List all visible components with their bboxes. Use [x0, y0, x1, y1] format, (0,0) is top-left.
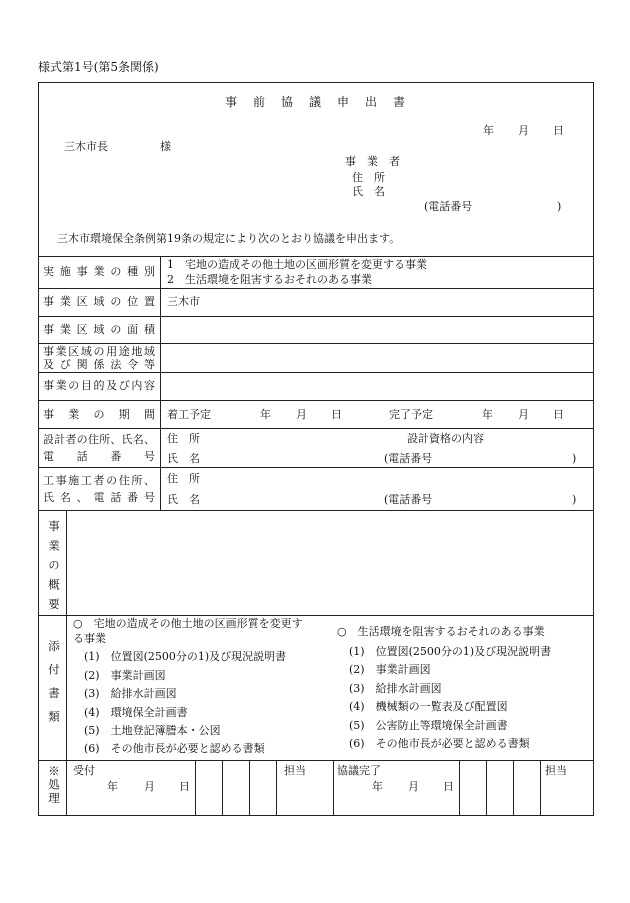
label-designer-2: 電話番号 [43, 450, 155, 463]
form-code: 様式第1号(第5条関係) [38, 60, 159, 74]
period-end-month: 月 [518, 408, 529, 421]
completed-day: 日 [443, 780, 454, 793]
label-processing: ※処理 [47, 765, 61, 806]
date-day: 日 [553, 124, 564, 137]
statement: 三木市環境保全条例第19条の規定により次のとおり協議を申出ます。 [57, 232, 401, 245]
attachments-right-item: (3) 給排水計画図 [349, 682, 442, 695]
period-end-year: 年 [482, 408, 493, 421]
attachments-right-item: (5) 公害防止等環境保全計画書 [349, 719, 508, 732]
attachments-right-heading: ○ 生活環境を阻害するおそれのある事業 [337, 625, 545, 638]
attachments-left-heading-2: る事業 [73, 632, 106, 645]
label-attachments: 添付書類 [47, 640, 61, 734]
date-month: 月 [518, 124, 529, 137]
received-label: 受付 [73, 764, 95, 777]
label-business-type: 実施事業の種別 [43, 265, 155, 278]
attachments-left-item: (5) 土地登記簿謄本・公図 [84, 724, 221, 737]
label-contractor-1: 工事施工者の住所、 [43, 474, 155, 487]
designer-name-label: 氏 名 [167, 452, 200, 465]
attachments-left-item: (6) その他市長が必要と認める書類 [84, 742, 265, 755]
contractor-name-label: 氏 名 [167, 493, 200, 506]
applicant-phone-close: ) [557, 200, 562, 213]
received-year: 年 [107, 780, 118, 793]
applicant-address-label: 住 所 [352, 171, 385, 184]
attachments-left-item: (2) 事業計画図 [84, 669, 166, 682]
period-start-day: 日 [331, 408, 342, 421]
received-in-charge: 担当 [284, 764, 306, 777]
attachments-right-item: (6) その他市長が必要と認める書類 [349, 737, 530, 750]
period-start-month: 月 [296, 408, 307, 421]
form-title: 事 前 協 議 申 出 書 [224, 95, 407, 109]
label-location: 事業区域の位置 [43, 295, 155, 308]
applicant-name-label: 氏 名 [352, 185, 385, 198]
attachments-left-item: (1) 位置図(2500分の1)及び現況説明書 [84, 650, 287, 663]
label-zoning-1: 事業区域の用途地域 [43, 345, 155, 358]
attachments-right-item: (4) 機械類の一覧表及び配置図 [349, 700, 508, 713]
contractor-phone-open: (電話番号 [384, 493, 433, 506]
label-overview: 事業の概要 [47, 520, 61, 618]
designer-phone-close: ) [572, 452, 577, 465]
contractor-phone-close: ) [572, 493, 577, 506]
completed-year: 年 [372, 780, 383, 793]
received-day: 日 [179, 780, 190, 793]
label-zoning-2: 及び関係法令等 [43, 358, 155, 371]
received-month: 月 [144, 780, 155, 793]
label-contractor-2: 氏名、電話番号 [43, 491, 155, 504]
location-value: 三木市 [167, 295, 200, 308]
completed-in-charge: 担当 [545, 764, 567, 777]
addressee-name: 三木市長 [64, 140, 108, 153]
period-start-label: 着工予定 [167, 408, 211, 421]
designer-phone-open: (電話番号 [384, 452, 433, 465]
period-end-label: 完了予定 [389, 408, 433, 421]
attachments-right-item: (2) 事業計画図 [349, 663, 431, 676]
attachments-left-item: (4) 環境保全計画書 [84, 706, 188, 719]
applicant-label: 事 業 者 [345, 155, 400, 168]
label-period: 事業の期間 [43, 408, 155, 421]
attachments-left-heading-1: ○ 宅地の造成その他土地の区画形質を変更す [73, 617, 303, 630]
period-end-day: 日 [553, 408, 564, 421]
label-area: 事業区域の面積 [43, 323, 155, 336]
applicant-phone-open: (電話番号 [424, 200, 473, 213]
designer-address-label: 住 所 [167, 432, 200, 445]
period-start-year: 年 [260, 408, 271, 421]
date-year: 年 [483, 124, 494, 137]
completed-month: 月 [408, 780, 419, 793]
contractor-address-label: 住 所 [167, 472, 200, 485]
label-purpose: 事業の目的及び内容 [43, 379, 155, 392]
attachments-left-item: (3) 給排水計画図 [84, 687, 177, 700]
designer-qualification-label: 設計資格の内容 [407, 432, 484, 445]
business-type-option-2: 2 生活環境を阻害するおそれのある事業 [167, 273, 372, 286]
label-designer-1: 設計者の住所、氏名、 [43, 433, 155, 446]
business-type-option-1: 1 宅地の造成その他土地の区画形質を変更する事業 [167, 258, 427, 271]
attachments-right-item: (1) 位置図(2500分の1)及び現況説明書 [349, 645, 552, 658]
completed-label: 協議完了 [337, 764, 381, 777]
addressee-honorific: 様 [160, 140, 171, 153]
